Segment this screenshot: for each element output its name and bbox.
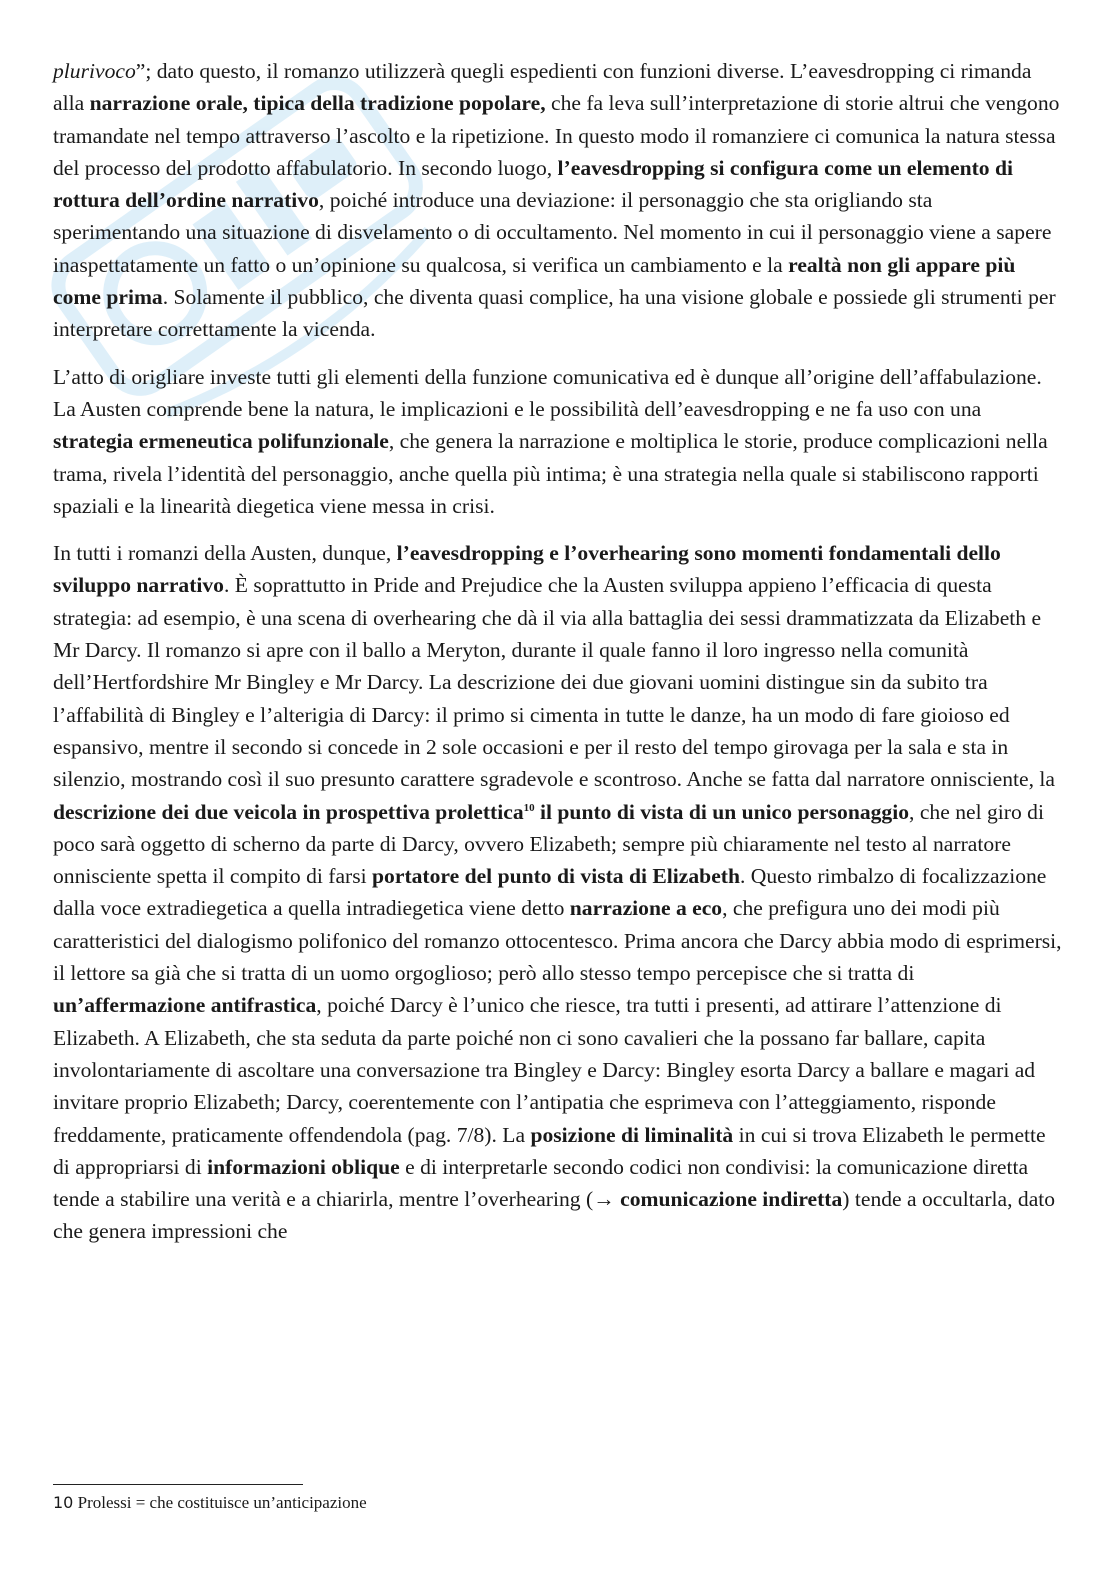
text-run: , poiché Darcy è l’unico che riesce, tra tutti i presenti, ad attirare l’attenzione di Elizabeth. A Elizabeth, che sta seduta da parte poiché non ci sono cavalieri che la possano far ballare, capita involontariamente di ascoltare una conversazione tra Bingley e Darcy: Bingley esorta Darcy a ballare e magari ad invitare proprio Elizabeth; Darcy, coerentemente con l’antipatia che esprimeva con l’atteggiamento, risponde freddamente, praticamente offendendola (pag. 7/8). La [53,993,1036,1147]
text-run: . È soprattutto in Pride and Prejudice che la Austen sviluppa appieno l’efficacia di questa strategia: ad esempio, è una scena di overhearing che dà il via alla battaglia dei sessi drammatizzata da Elizabeth e Mr Darcy. Il romanzo si apre con il ballo a Meryton, durante il quale fanno il loro ingresso nella comunità dell’Hertfordshire Mr Bingley e Mr Darcy. La descrizione dei due giovani uomini distingue sin da subito tra l’affabilità di Bingley e l’alterigia di Darcy: il primo si cimenta in tutte le danze, ha un modo di fare gioioso ed espansivo, mentre il secondo si concede in 2 sole occasioni e per il resto del tempo girovaga per la sala e sta in silenzio, mostrando così il suo presunto carattere sgradevole e scontroso. Anche se fatta dal narratore onnisciente, la [53,573,1055,792]
bold-run: strategia ermeneutica polifunzionale [53,429,389,454]
text-run: ”; dato questo, il romanzo utilizzerà quegli espedienti con funzioni diverse. L’eavesdropping ci rimanda alla [53,59,1032,116]
bold-run: posizione di liminalità [530,1122,734,1147]
text-run: In tutti i romanzi della Austen, dunque, [53,541,397,566]
paragraph-2 [53,361,1063,522]
paragraph-3 [53,537,1063,1248]
text-run: in cui si trova Elizabeth le permette di appropriarsi di [53,1122,1046,1179]
footnote-number: 10 [53,1493,74,1512]
bold-run: narrazione a eco [569,896,723,921]
text-run: . Questo rimbalzo di focalizzazione dalla voce extradiegetica a quella intradiegetica viene detto [53,864,1047,921]
bold-run: il punto di vista di un unico personaggio [534,799,910,824]
text-run: , che genera la narrazione e moltiplica le storie, produce complicazioni nella trama, rivela l’identità del personaggio, anche quella più intima; è una strategia nella quale si stabiliscono rapporti spaziali e la linearità diegetica viene messa in crisi. [53,429,1048,518]
bold-run: informazioni oblique [207,1154,400,1179]
text-run: , che nel giro di poco sarà oggetto di scherno da parte di Darcy, ovvero Elizabeth; sempre più chiaramente nel testo al narratore onnisciente spetta il compito di farsi [53,799,1044,889]
text-run: . Solamente il pubblico, che diventa quasi complice, ha una visione globale e possiede gli strumenti per interpretare correttamente la vicenda. [53,285,1056,342]
document-body [53,55,1063,1263]
bold-run: un’affermazione antifrastica [53,993,317,1018]
footnote-separator [53,1484,303,1485]
footnote [53,1493,367,1513]
bold-run: realtà non gli appare più come prima [53,252,1016,310]
bold-run: → comunicazione indiretta [593,1187,843,1212]
text-run: e di interpretarle secondo codici non condivisi: la comunicazione diretta tende a stabilire una verità e a chiarirla, mentre l’overhearing ( [53,1154,1029,1212]
text-run: L’atto di origliare investe tutti gli elementi della funzione comunicativa ed è dunque all’origine dell’affabulazione. La Austen comprende bene la natura, le implicazioni e le possibilità dell’eavesdropping e ne fa uso con una [53,364,1042,421]
paragraph-1 [53,55,1063,346]
footnote-text: Prolessi = che costituisce un’anticipazione [73,1493,367,1512]
text-run: , che prefigura uno dei modi più caratteristici del dialogismo polifonico del romanzo ottocentesco. Prima ancora che Darcy abbia modo di esprimersi, il lettore sa già che si tratta di un uomo orgoglioso; però allo stesso tempo percepisce che si tratta di [53,896,1062,986]
bold-run: l’eavesdropping si configura come un elemento di rottura dell’ordine narrativo [53,155,1014,213]
text-run: che fa leva sull’interpretazione di storie altrui che vengono tramandate nel tempo attraverso l’ascolto e la ripetizione. In questo modo il romanziere ci comunica la natura stessa del processo del prodotto affabulatorio. In secondo luogo, [53,91,1060,180]
footnote-ref: 10 [523,801,535,814]
text-run: ) tende a occultarla, dato che genera impressioni che [53,1187,1056,1244]
bold-run: narrazione orale, tipica della tradizione popolare, [89,91,546,116]
bold-run: l’eavesdropping e l’overhearing sono momenti fondamentali dello sviluppo narrativo [53,541,1001,598]
text-run: , poiché introduce una deviazione: il personaggio che sta origliando sta sperimentando una situazione di disvelamento o di occultamento. Nel momento in cui il personaggio viene a sapere inaspettatamente un fatto o un’opinione su qualcosa, si verifica un cambiamento e la [53,188,1052,277]
bold-run: descrizione dei due veicola in prospettiva prolettica [53,799,524,824]
italic-run: plurivoco [53,59,136,83]
bold-run: portatore del punto di vista di Elizabeth [372,864,740,889]
